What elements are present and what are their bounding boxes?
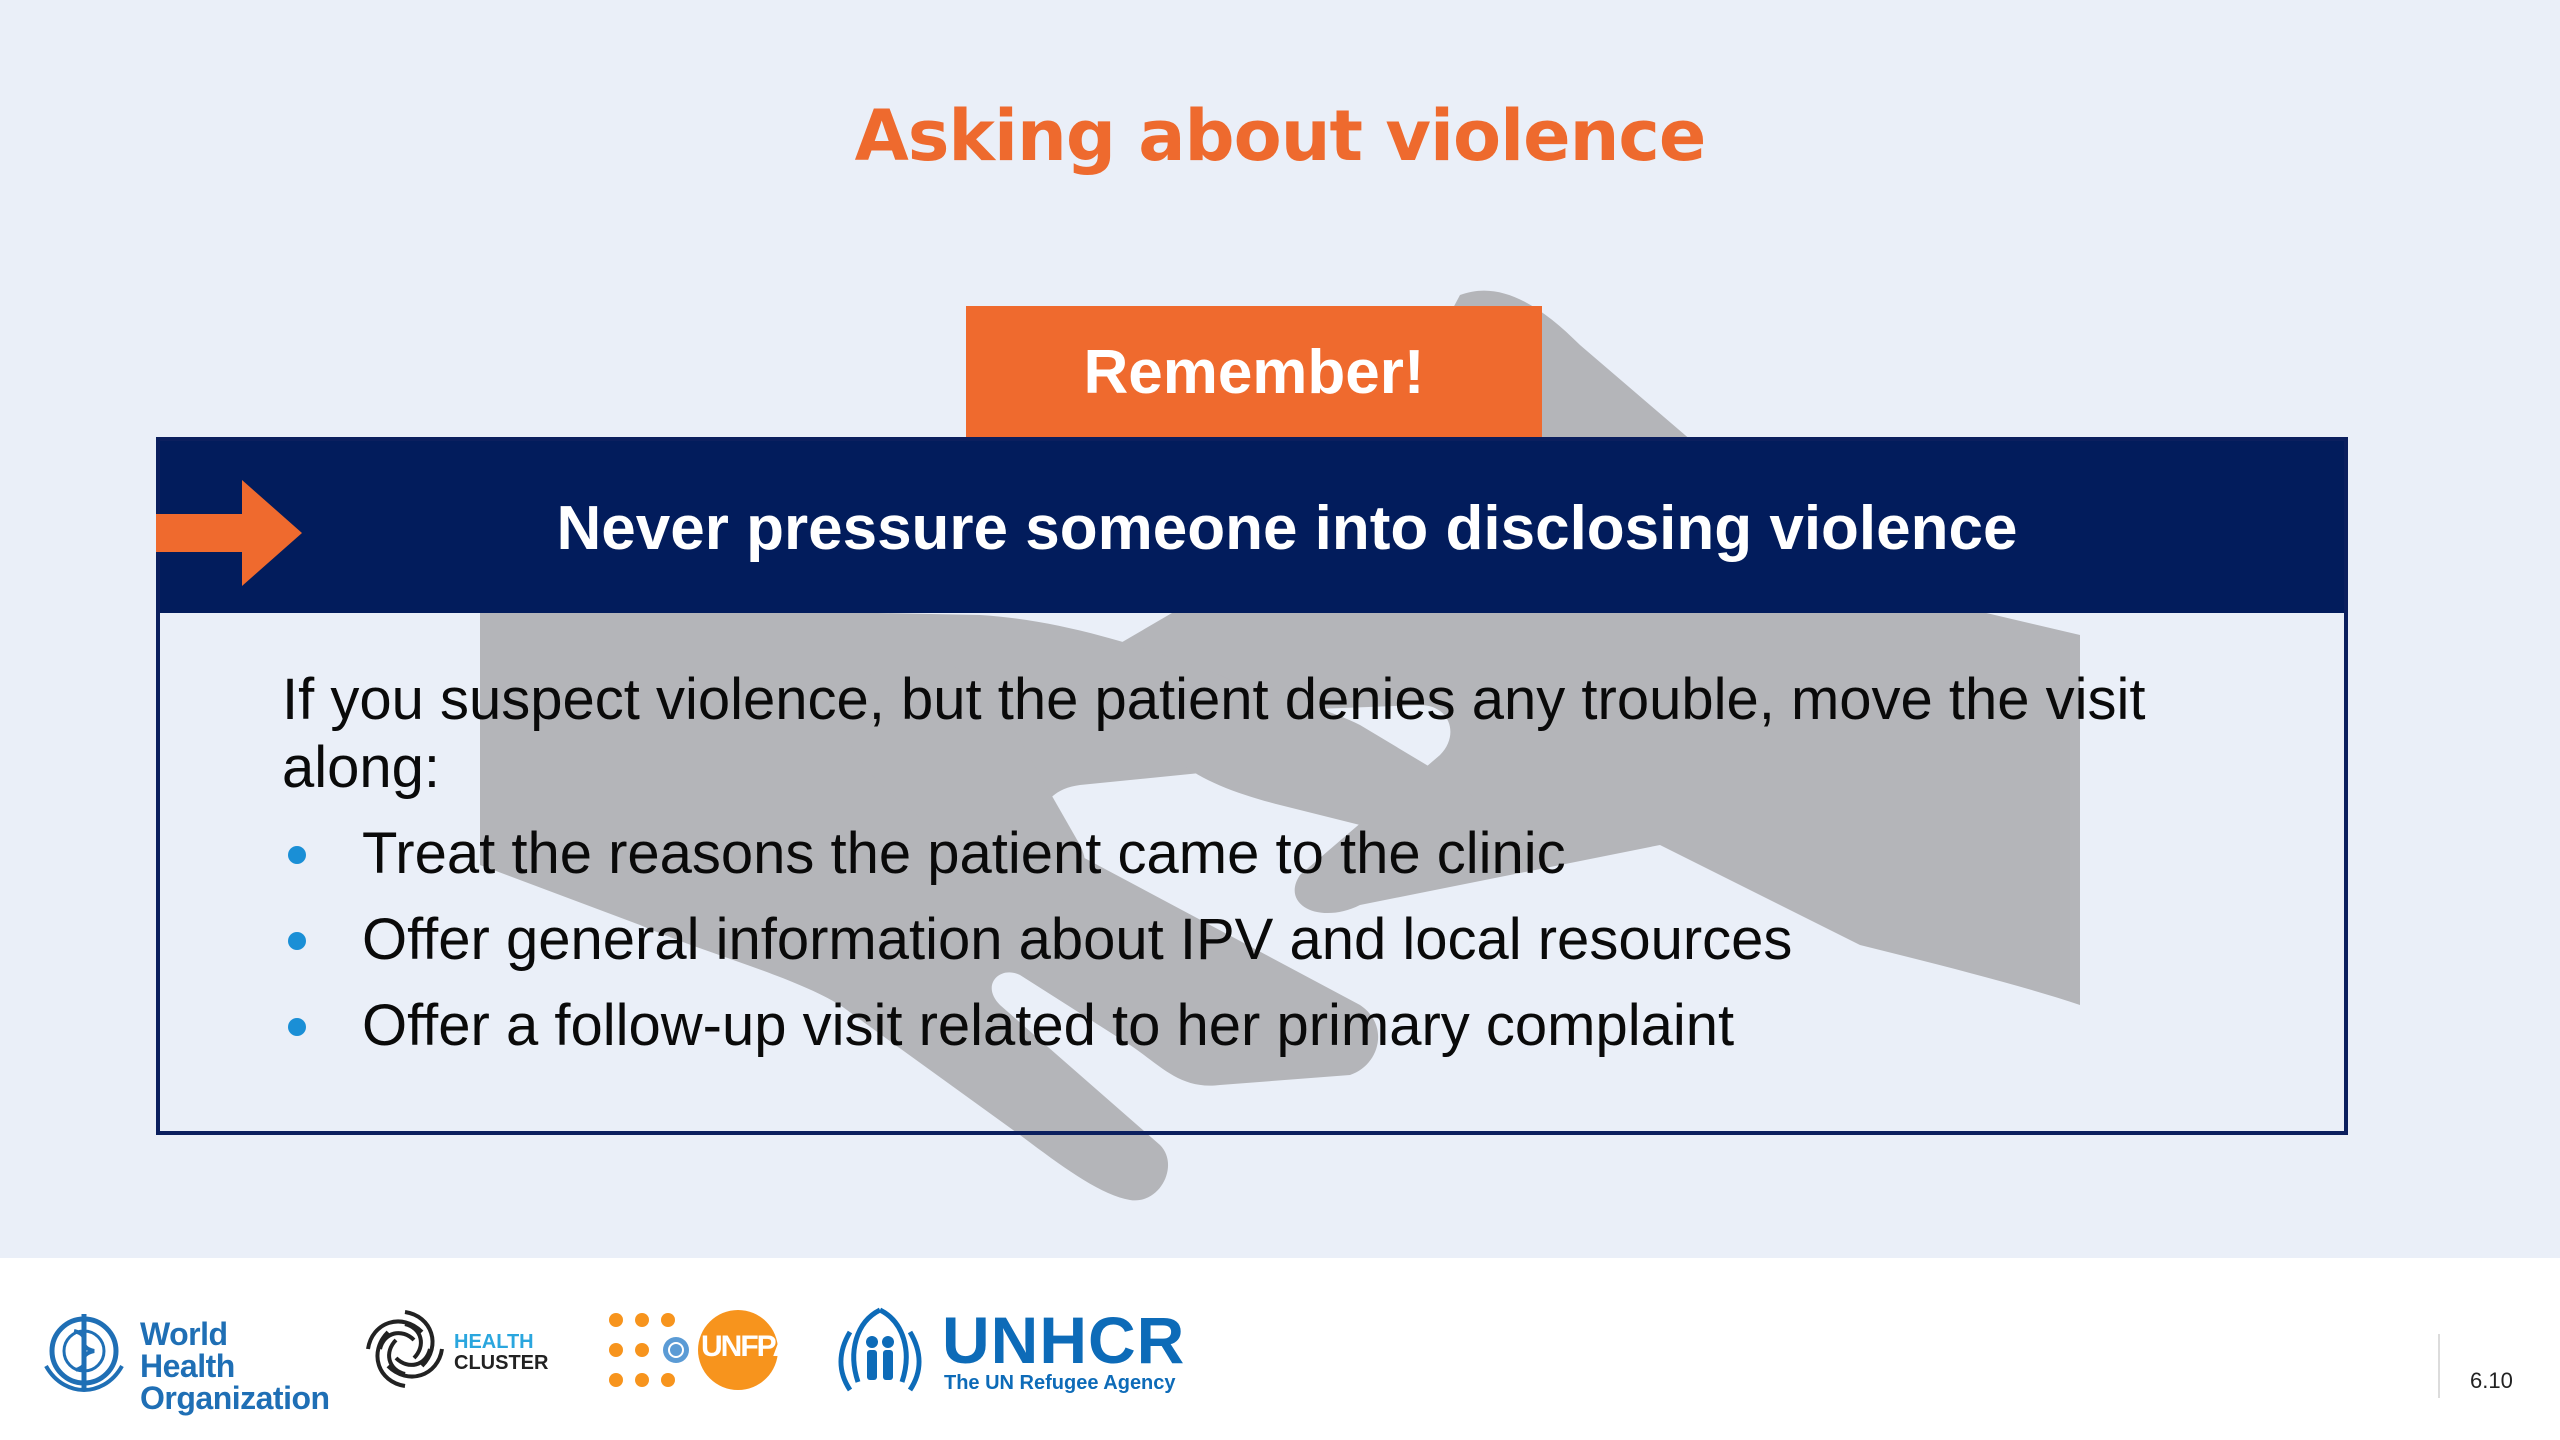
callout-box <box>156 437 2348 1135</box>
who-line1: World Health <box>140 1316 235 1384</box>
callout-intro: If you suspect violence, but the patient denies any trouble, move the visit along: <box>282 667 2146 800</box>
list-item-text: Offer general information about IPV and local resources <box>362 907 1793 972</box>
unhcr-name: UNHCR <box>942 1303 1186 1377</box>
callout-banner <box>160 441 2344 613</box>
callout-content <box>282 666 2262 1078</box>
who-line2: Organization <box>140 1380 330 1416</box>
health-cluster-swirl-icon <box>362 1306 448 1392</box>
callout-banner-text: Never pressure someone into disclosing violence <box>556 494 2018 563</box>
slide-title: Asking about violence <box>854 95 1706 177</box>
who-text <box>140 1318 330 1414</box>
page-number: 6.10 <box>2470 1368 2513 1393</box>
bullet-dot-icon <box>288 846 306 864</box>
health-cluster-logo <box>362 1306 562 1392</box>
unfpa-text: UNFPA <box>701 1330 793 1363</box>
health-cluster-line2: CLUSTER <box>454 1352 549 1374</box>
unhcr-emblem-icon <box>828 1302 932 1398</box>
logo-footer <box>0 1258 2560 1440</box>
health-cluster-line1: HEALTH <box>454 1331 534 1353</box>
unfpa-logo <box>606 1310 793 1392</box>
unhcr-logo <box>828 1302 1198 1402</box>
who-logo <box>36 1306 330 1416</box>
list-item <box>282 906 2262 974</box>
list-item <box>282 992 2262 1060</box>
page-number-divider <box>2438 1334 2440 1398</box>
health-cluster-text <box>454 1332 548 1374</box>
bullet-list <box>282 820 2262 1060</box>
remember-tab: Remember! <box>966 306 1542 439</box>
list-item-text: Offer a follow-up visit related to her primary complaint <box>362 993 1735 1058</box>
bullet-dot-icon <box>288 932 306 950</box>
unhcr-tagline: The UN Refugee Agency <box>944 1372 1176 1394</box>
list-item-text: Treat the reasons the patient came to the clinic <box>362 821 1566 886</box>
bullet-dot-icon <box>288 1018 306 1036</box>
who-emblem-icon <box>36 1306 132 1396</box>
list-item <box>282 820 2262 888</box>
